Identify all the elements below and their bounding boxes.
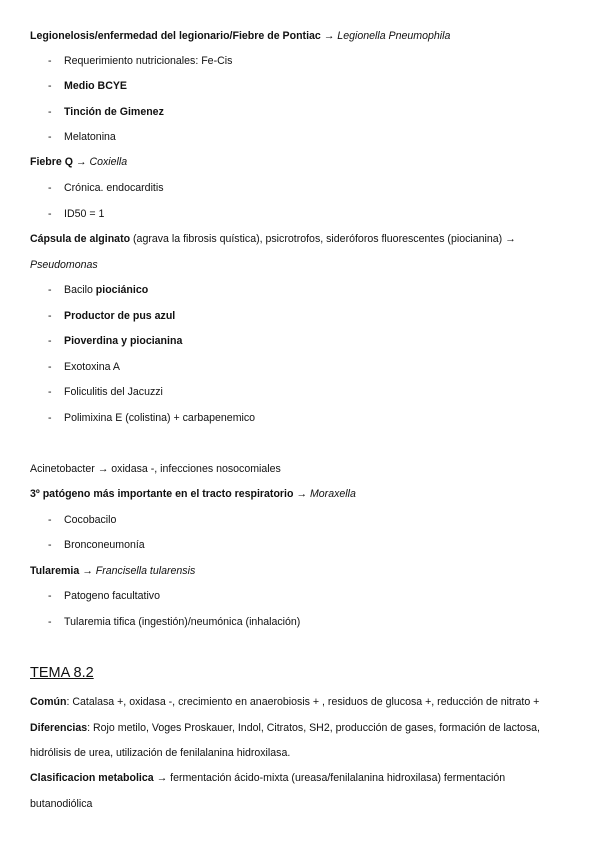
- diferencias-line: [30, 721, 540, 735]
- list-item: - Medio BCYE: [48, 80, 127, 92]
- list-item: - Pioverdina y piocianina: [48, 335, 183, 347]
- moraxella-organism: Moraxella: [309, 488, 356, 500]
- list-item-text: Tularemia tifica (ingestión)/neumónica (inhalación): [64, 616, 301, 628]
- list-item: - Productor de pus azul: [48, 310, 176, 322]
- list-item: - Tularemia tifica (ingestión)/neumónica (inhalación): [48, 616, 301, 628]
- francisella-organism: Francisella tularensis: [95, 565, 196, 577]
- list-item-text: Melatonina: [64, 131, 116, 143]
- legionella-organism: Legionella Pneumophila: [337, 30, 451, 42]
- coxiella-organism: Coxiella: [89, 156, 128, 168]
- list-item: - Patogeno facultativo: [48, 590, 161, 602]
- diferencias-text: : Rojo metilo, Voges Proskauer, Indol, Citratos, SH2, producción de gases, formación de lactosa,: [87, 722, 540, 734]
- list-item-bold: piociánico: [95, 284, 149, 296]
- clasificacion-continuation: butanodiólica: [30, 798, 93, 810]
- list-item: - Foliculitis del Jacuzzi: [48, 386, 163, 398]
- pseudomonas-line: [30, 232, 516, 246]
- legionella-line: [30, 29, 450, 43]
- acinetobacter-line: Acinetobacter → oxidasa -, infecciones nosocomiales: [30, 463, 281, 475]
- list-item: - Exotoxina A: [48, 361, 120, 373]
- list-item: - Polimixina E (colistina) + carbapenemico: [48, 412, 256, 424]
- list-item: - Requerimiento nutricionales: Fe-Cis: [48, 55, 233, 67]
- list-item: - Melatonina: [48, 131, 116, 143]
- fiebre-q-title: Fiebre Q: [30, 156, 73, 168]
- list-item-text: Requerimiento nutricionales: Fe-Cis: [64, 55, 233, 67]
- list-item-text: Polimixina E (colistina) + carbapenemico: [64, 412, 256, 424]
- arrow: →: [293, 488, 310, 500]
- list-item: - Cocobacilo: [48, 514, 117, 526]
- list-item-text: Bacilo: [64, 284, 96, 296]
- tularemia-line: [30, 564, 195, 578]
- arrow: →: [320, 30, 338, 42]
- list-item: - Crónica. endocarditis: [48, 182, 164, 194]
- pseudomonas-organism: Pseudomonas: [30, 259, 98, 271]
- capsula-title: Cápsula de alginato: [30, 233, 131, 245]
- legionella-title: Legionelosis/enfermedad del legionario/Fiebre de Pontiac: [30, 30, 321, 42]
- fiebre-q-line: [30, 155, 127, 169]
- arrow: →: [72, 156, 90, 168]
- moraxella-line: [30, 487, 356, 501]
- list-item: - Tinción de Gimenez: [48, 106, 164, 118]
- tularemia-title: Tularemia: [30, 565, 80, 577]
- arrow: →: [79, 565, 96, 577]
- list-item: - ID50 = 1: [48, 208, 105, 220]
- list-item-text: Patogeno facultativo: [64, 590, 161, 602]
- list-item-text: Tinción de Gimenez: [64, 106, 164, 118]
- moraxella-title: 3º patógeno más importante en el tracto respiratorio: [30, 488, 294, 500]
- list-item: - Bacilo piociánico: [48, 284, 149, 296]
- clasificacion-line: [30, 771, 505, 785]
- clasificacion-label: Clasificacion metabolica: [30, 772, 154, 784]
- list-item-text: Medio BCYE: [64, 80, 127, 92]
- list-item-text: Crónica. endocarditis: [64, 182, 164, 194]
- comun-line: [30, 695, 539, 709]
- list-item-text: Foliculitis del Jacuzzi: [64, 386, 163, 398]
- diferencias-continuation: hidrólisis de urea, utilización de fenilalanina hidroxilasa.: [30, 747, 291, 759]
- list-item-text: Cocobacilo: [64, 514, 117, 526]
- list-item-text: Productor de pus azul: [64, 310, 176, 322]
- list-item: - Bronconeumonía: [48, 539, 145, 551]
- section-heading: TEMA 8.2: [30, 665, 94, 681]
- diferencias-label: Diferencias: [30, 722, 88, 734]
- pseudomonas-description: (agrava la fibrosis quística), psicrotrofos, sideróforos fluorescentes (piocianina) →: [130, 233, 516, 245]
- clasificacion-text: → fermentación ácido-mixta (ureasa/fenilalanina hidroxilasa) fermentación: [153, 772, 506, 784]
- list-item-text: Bronconeumonía: [64, 539, 145, 551]
- list-item-text: ID50 = 1: [64, 208, 105, 220]
- comun-label: Común: [30, 696, 67, 708]
- list-item-text: Exotoxina A: [64, 361, 120, 373]
- pseudomonas-organism-line: [30, 258, 98, 272]
- comun-text: : Catalasa +, oxidasa -, crecimiento en anaerobiosis + , residuos de glucosa +, reducción de nitrato +: [66, 696, 540, 708]
- list-item-text: Pioverdina y piocianina: [64, 335, 183, 347]
